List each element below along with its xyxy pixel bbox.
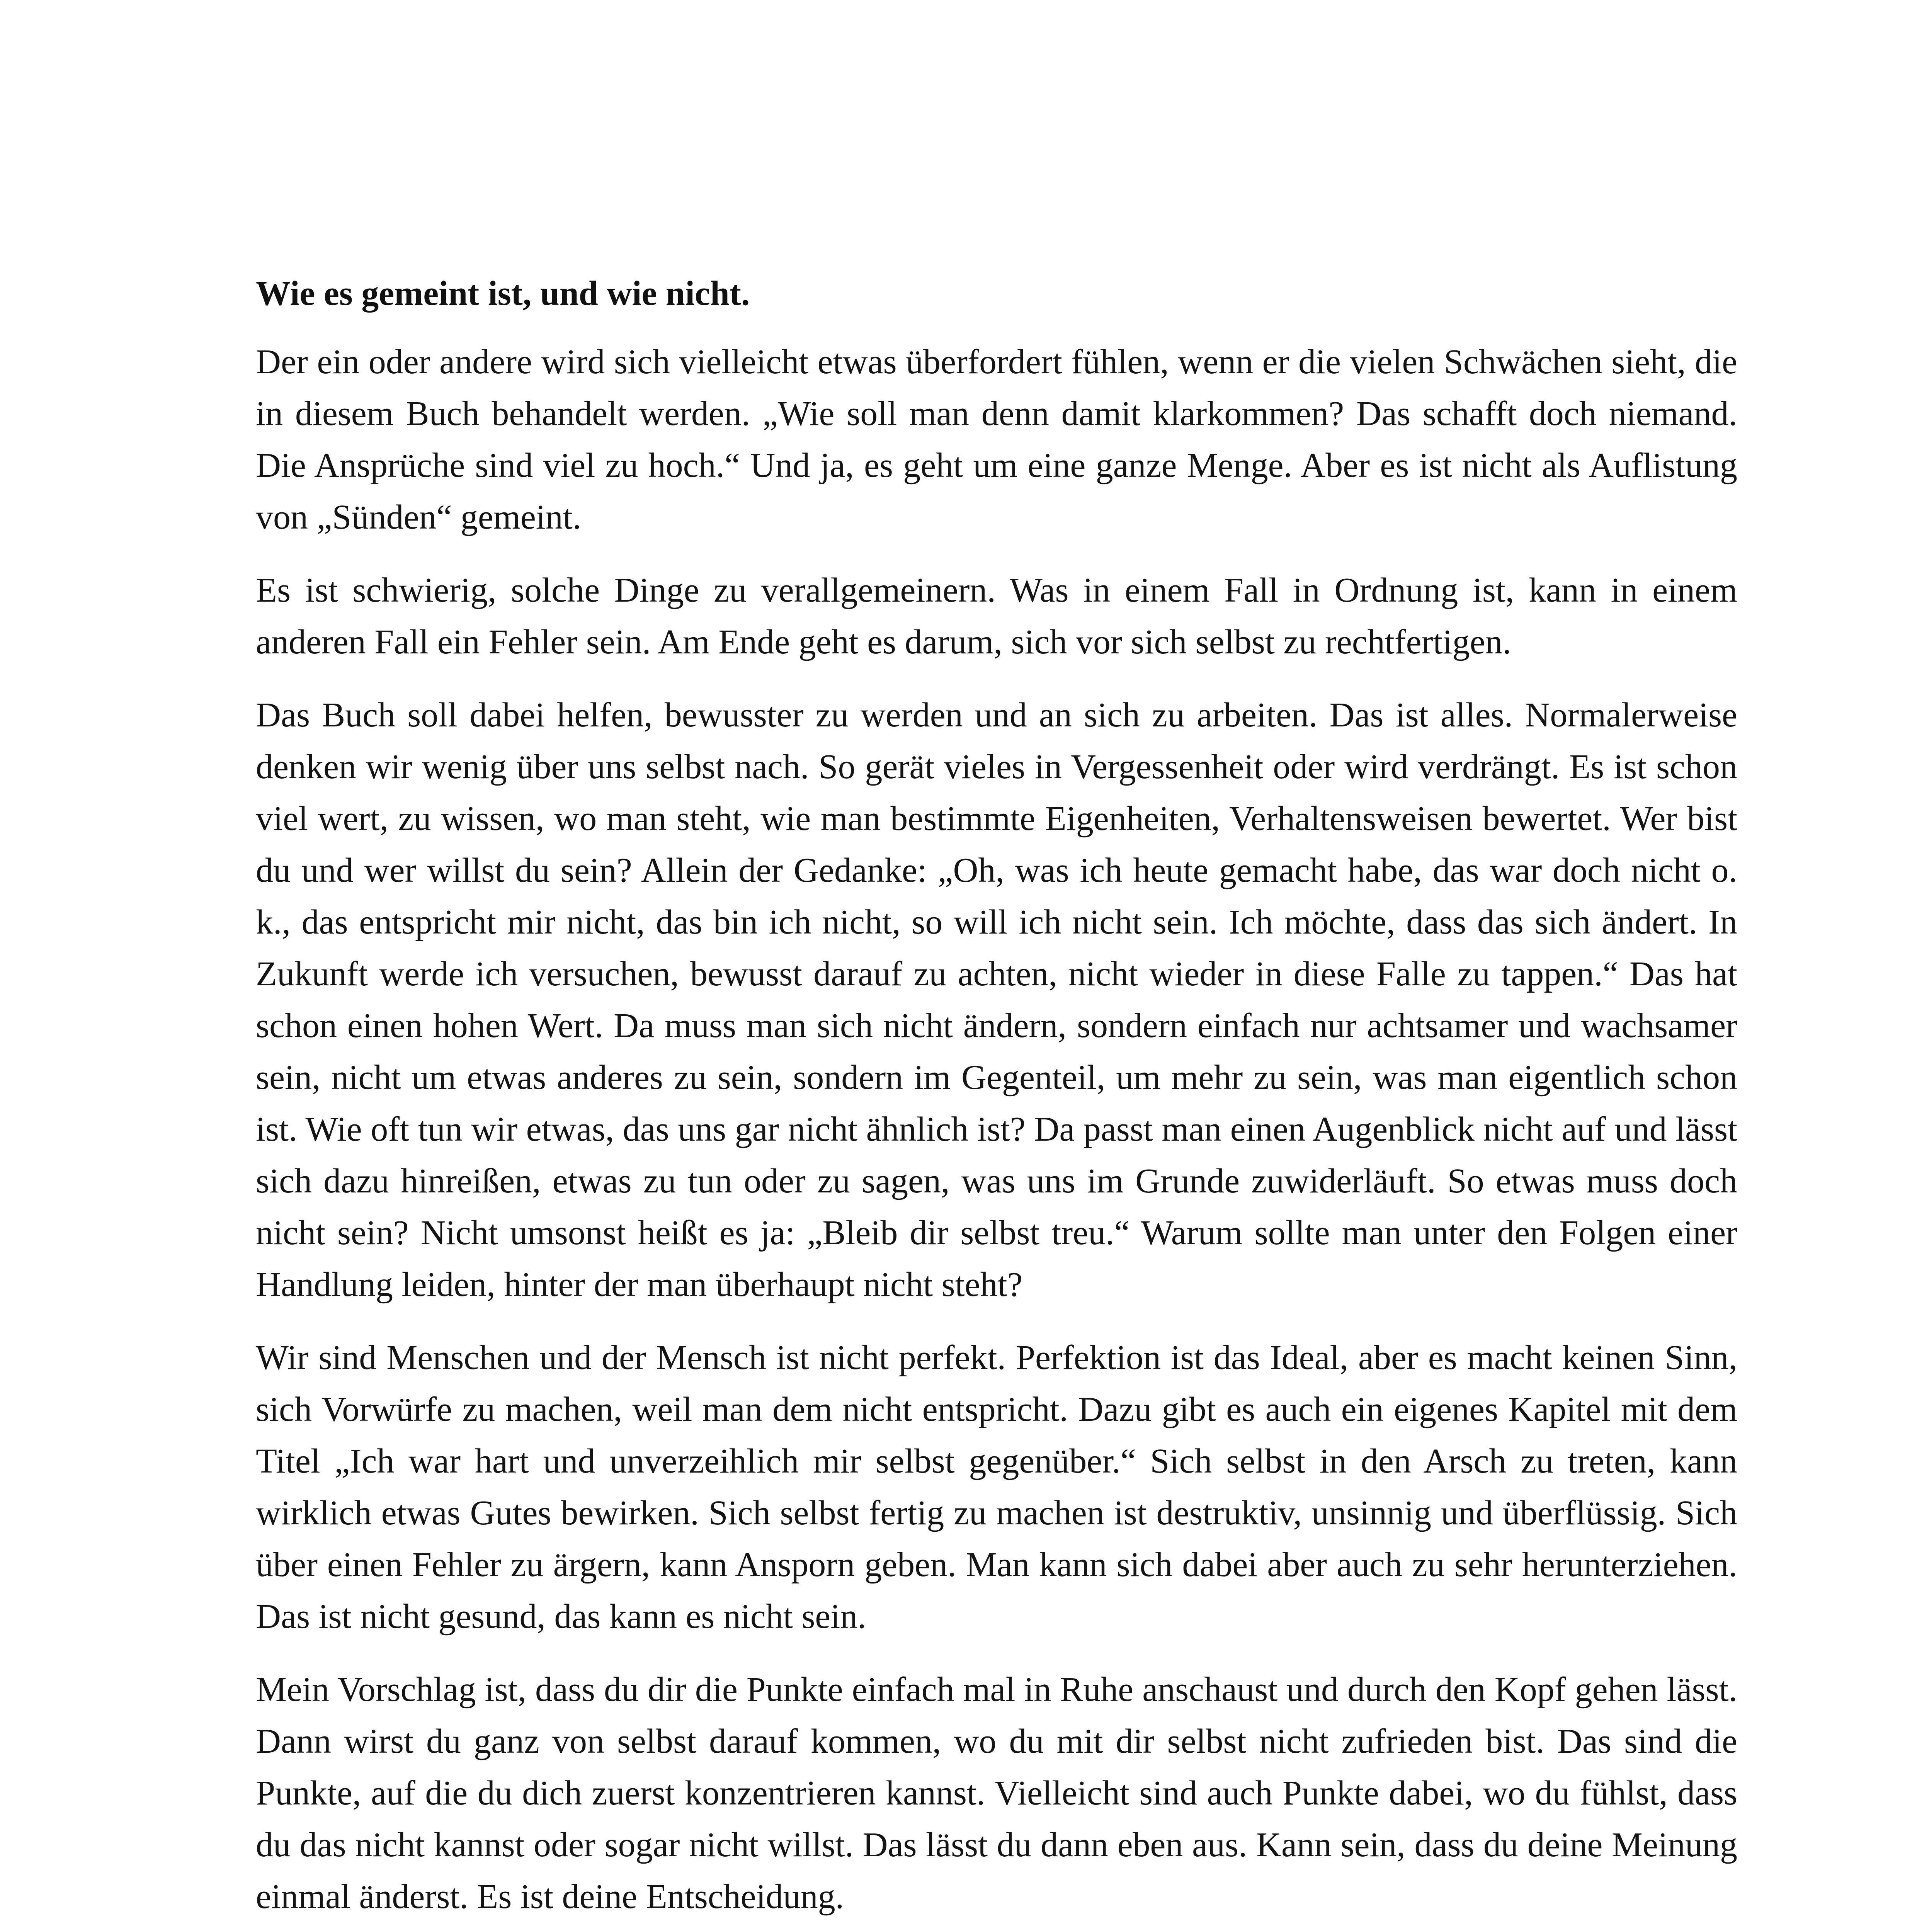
paragraph-4: Wir sind Menschen und der Mensch ist nicht perfekt. Perfektion ist das Ideal, aber es macht keinen Sinn, sich Vorwürfe zu machen, weil man dem nicht entspricht. Dazu gibt es auch ein eigenes Kapitel mit dem Titel „Ich war hart und unverzeihlich mir selbst gegenüber.“ Sich selbst in den Arsch zu treten, kann wirklich etwas Gutes bewirken. Sich selbst fertig zu machen ist destruktiv, unsinnig und überflüssig. Sich über einen Fehler zu ärgern, kann Ansporn geben. Man kann sich dabei aber auch zu sehr herunterziehen. Das ist nicht gesund, das kann es nicht sein. [256, 1338, 1737, 1636]
page-content [256, 272, 1737, 1932]
paragraph-1: Der ein oder andere wird sich vielleicht etwas überfordert fühlen, wenn er die vielen Schwächen sieht, die in diesem Buch behandelt werden. „Wie soll man denn damit klarkommen? Das schafft doch niemand. Die Ansprüche sind viel zu hoch.“ Und ja, es geht um eine ganze Menge. Aber es ist nicht als Auflistung von „Sünden“ gemeint. [256, 343, 1737, 536]
paragraph-3: Das Buch soll dabei helfen, bewusster zu werden und an sich zu arbeiten. Das ist alles. Normalerweise denken wir wenig über uns selbst nach. So gerät vieles in Vergessenheit oder wird verdrängt. Es ist schon viel wert, zu wissen, wo man steht, wie man bestimmte Eigenheiten, Verhaltensweisen bewertet. Wer bist du und wer willst du sein? Allein der Gedanke: „Oh, was ich heute gemacht habe, das war doch nicht o. k., das entspricht mir nicht, das bin ich nicht, so will ich nicht sein. Ich möchte, dass das sich ändert. In Zukunft werde ich versuchen, bewusst darauf zu achten, nicht wieder in diese Falle zu tappen.“ Das hat schon einen hohen Wert. Da muss man sich nicht ändern, sondern einfach nur achtsamer und wachsamer sein, nicht um etwas anderes zu sein, sondern im Gegenteil, um mehr zu sein, was man eigentlich schon ist. Wie oft tun wir etwas, das uns gar nicht ähnlich ist? Da passt man einen Augenblick nicht auf und lässt sich dazu hinreißen, etwas zu tun oder zu sagen, was uns im Grunde zuwiderläuft. So etwas muss doch nicht sein? Nicht umsonst heißt es ja: „Bleib dir selbst treu.“ Warum sollte man unter den Folgen einer Handlung leiden, hinter der man überhaupt nicht steht? [256, 696, 1737, 1304]
section-heading: Wie es gemeint ist, und wie nicht. [256, 274, 750, 313]
paragraph-5: Mein Vorschlag ist, dass du dir die Punkte einfach mal in Ruhe anschaust und durch den Kopf gehen lässt. Dann wirst du ganz von selbst darauf kommen, wo du mit dir selbst nicht zufrieden bist. Das sind die Punkte, auf die du dich zuerst konzentrieren kannst. Vielleicht sind auch Punkte dabei, wo du fühlst, dass du das nicht kannst oder sogar nicht willst. Das lässt du dann eben aus. Kann sein, dass du deine Meinung einmal änderst. Es ist deine Entscheidung. [256, 1670, 1737, 1916]
paragraph-2: Es ist schwierig, solche Dinge zu verallgemeinern. Was in einem Fall in Ordnung ist, kann in einem anderen Fall ein Fehler sein. Am Ende geht es darum, sich vor sich selbst zu rechtfertigen. [256, 571, 1737, 661]
